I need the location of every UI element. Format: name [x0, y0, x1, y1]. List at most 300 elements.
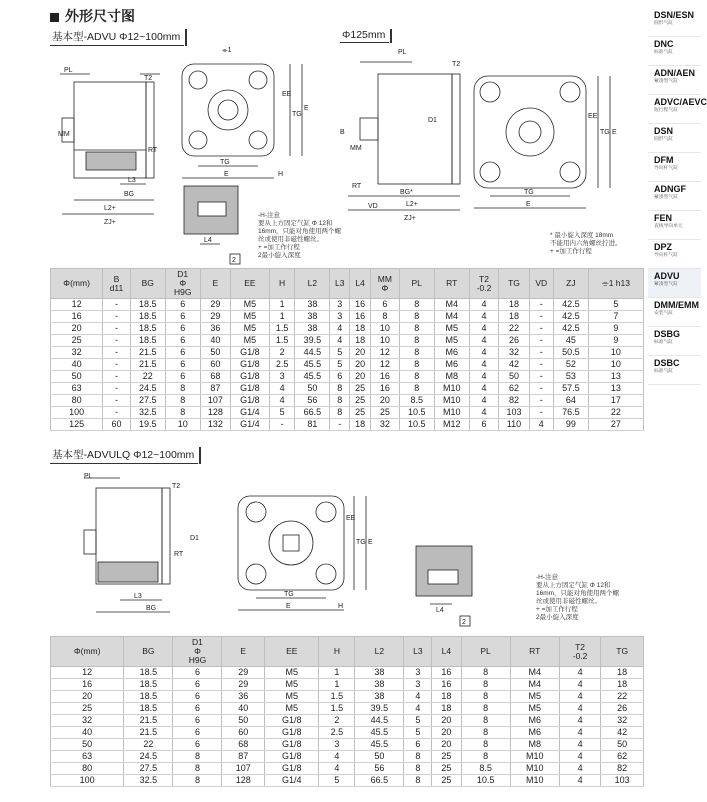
sidebar-item-dsbc[interactable]: [648, 356, 701, 385]
header-line: Φ(mm): [73, 646, 101, 656]
dim-bg-1: BG: [124, 191, 135, 198]
header-line: PL: [480, 646, 491, 656]
table-cell: 40: [222, 703, 265, 715]
table-cell: 32.5: [124, 775, 173, 787]
table-cell: 18: [432, 703, 461, 715]
table-cell: 68: [200, 371, 230, 383]
table-cell: 18.5: [130, 311, 165, 323]
table-cell: 25: [350, 395, 371, 407]
table-cell: 6: [165, 359, 200, 371]
table-cell: 6: [404, 739, 432, 751]
table-cell: 4: [469, 371, 499, 383]
table-cell: 8: [461, 703, 510, 715]
table-cell: 9: [588, 335, 643, 347]
table-cell: M6: [434, 347, 469, 359]
product-sidebar: [648, 8, 707, 385]
table-cell: 4: [559, 703, 601, 715]
table-cell: 25: [350, 383, 371, 395]
table-cell: 100: [51, 775, 124, 787]
table-cell: M10: [510, 763, 559, 775]
table-cell: 128: [200, 407, 230, 419]
table-cell: 6: [173, 727, 222, 739]
dim-l3-3: L3: [134, 593, 142, 600]
section-title-advulq: 基本型-ADVULQ Φ12~100mm: [50, 447, 198, 464]
table-cell: 5: [588, 299, 643, 311]
table-row: [51, 359, 644, 371]
header-line: Φ: [194, 646, 201, 656]
table-cell: 6: [173, 703, 222, 715]
table-cell: 10.5: [461, 775, 510, 787]
dim-e-1: E: [224, 171, 229, 178]
table-header: [124, 637, 173, 667]
table-cell: 20: [371, 395, 400, 407]
dim-pl-2: PL: [398, 49, 407, 56]
table-cell: M5: [265, 703, 319, 715]
table-cell: -: [529, 359, 553, 371]
table-cell: 4: [469, 395, 499, 407]
table-cell: 50: [355, 751, 404, 763]
table-cell: 4: [529, 419, 553, 431]
table-header: [130, 269, 165, 299]
dim-ee-3: EE: [346, 515, 356, 522]
table-cell: 10.5: [399, 419, 434, 431]
dim-l4-1: L4: [204, 237, 212, 244]
table-cell: 4: [469, 311, 499, 323]
table-cell: 132: [200, 419, 230, 431]
table-cell: 50: [601, 739, 644, 751]
table-row: [51, 335, 644, 347]
dim-flat-1: ⌯1: [222, 47, 232, 54]
table-cell: 18: [432, 691, 461, 703]
table-cell: 21.5: [124, 715, 173, 727]
table-cell: 19.5: [130, 419, 165, 431]
table-cell: -: [103, 311, 131, 323]
sidebar-item-desc: 紧凑型气缸: [654, 195, 678, 200]
table-header: [499, 269, 529, 299]
table-cell: -: [529, 395, 553, 407]
table-cell: M10: [434, 383, 469, 395]
table-cell: 6: [173, 667, 222, 679]
table-cell: 29: [200, 311, 230, 323]
table-cell: 38: [295, 323, 330, 335]
table-cell: 107: [200, 395, 230, 407]
advu-front-view: [182, 64, 302, 178]
table-cell: 6: [371, 299, 400, 311]
table-cell: 8: [399, 371, 434, 383]
header-line: Φ(mm): [63, 278, 90, 288]
table-cell: 87: [222, 751, 265, 763]
table-cell: G1/8: [231, 383, 270, 395]
table-cell: M5: [231, 335, 270, 347]
table-cell: 81: [295, 419, 330, 431]
advulq-front-view: [238, 496, 366, 610]
sidebar-item-dsn-esn[interactable]: [648, 8, 701, 37]
sidebar-item-desc: 紧凑型气缸: [654, 282, 678, 287]
table-cell: 4: [469, 359, 499, 371]
dim-rt-1: RT: [148, 147, 158, 154]
table-cell: M5: [434, 323, 469, 335]
table-header: [222, 637, 265, 667]
table-header: [588, 269, 643, 299]
sidebar-item-code: DMM/EMM: [654, 300, 699, 310]
sidebar-item-code: ADVC/AEVC: [654, 97, 707, 107]
table-cell: 20: [432, 727, 461, 739]
dim-e-3: E: [286, 603, 291, 610]
sidebar-item-code: ADVU: [654, 271, 680, 281]
table-header: [510, 637, 559, 667]
table-cell: 6: [173, 715, 222, 727]
dim-tg-2v: TG: [600, 129, 610, 136]
table-cell: 18.5: [130, 299, 165, 311]
table-cell: 1: [319, 679, 355, 691]
dim-b-2: B: [340, 129, 345, 136]
table-cell: M5: [265, 679, 319, 691]
sidebar-item-dmm-emm[interactable]: [648, 298, 701, 327]
table-row: [51, 347, 644, 359]
header-line: L2: [307, 278, 318, 288]
table-cell: 1.5: [269, 335, 295, 347]
header-line: D1: [192, 637, 203, 647]
dim-h-1: H: [278, 171, 284, 178]
table-row: [51, 407, 644, 419]
header-line: L4: [441, 646, 452, 656]
table-cell: 50: [295, 383, 330, 395]
table-cell: 80: [51, 395, 103, 407]
header-line: B: [113, 273, 120, 284]
table-cell: 8.5: [461, 763, 510, 775]
table-cell: 1.5: [319, 691, 355, 703]
dim-tg-3: TG: [284, 591, 294, 598]
table-cell: 125: [51, 419, 103, 431]
spec-table-advu: [50, 268, 644, 431]
table-cell: 76.5: [553, 407, 588, 419]
sidebar-item-advc-aevc[interactable]: [648, 95, 707, 124]
table-cell: 1: [269, 311, 295, 323]
table-cell: 4: [559, 775, 601, 787]
header-line: -0.2: [572, 650, 588, 661]
table-cell: 18.5: [124, 703, 173, 715]
sidebar-item-dsbg[interactable]: [648, 327, 701, 356]
table-cell: 18.5: [124, 691, 173, 703]
table-cell: 8: [165, 407, 200, 419]
table-cell: 103: [499, 407, 529, 419]
table-cell: M5: [231, 323, 270, 335]
table-header: [173, 637, 222, 667]
table-cell: 32: [601, 715, 644, 727]
table-header: [432, 637, 461, 667]
table-cell: 18: [350, 335, 371, 347]
table-header: [601, 637, 644, 667]
table-cell: 8: [173, 763, 222, 775]
table-cell: 32: [51, 347, 103, 359]
table-cell: 40: [51, 727, 124, 739]
table-row: [51, 715, 644, 727]
table-header: [469, 269, 499, 299]
table-cell: 42: [499, 359, 529, 371]
dim-e-2v: E: [612, 129, 617, 136]
table-cell: 32: [51, 715, 124, 727]
table-cell: 6: [173, 679, 222, 691]
table-cell: 4: [269, 395, 295, 407]
table-cell: M10: [434, 407, 469, 419]
dim-pl-3: PL: [84, 473, 93, 480]
sidebar-item-code: DFM: [654, 155, 674, 165]
table-cell: 32: [499, 347, 529, 359]
table-cell: 6: [165, 335, 200, 347]
table-cell: 42.5: [553, 299, 588, 311]
table-cell: 80: [51, 763, 124, 775]
table-row: [51, 727, 644, 739]
table-cell: 8: [461, 715, 510, 727]
table-header: [559, 637, 601, 667]
dim-tg-3v: TG: [356, 539, 366, 546]
table-cell: 4: [319, 763, 355, 775]
sidebar-item-dsn[interactable]: [648, 124, 701, 153]
header-line: RT: [446, 278, 458, 288]
table-cell: -: [103, 407, 131, 419]
table-cell: M5: [231, 299, 270, 311]
table-cell: 1: [319, 667, 355, 679]
sidebar-item-adngf[interactable]: [648, 182, 701, 211]
table-cell: 50: [222, 715, 265, 727]
table-cell: 8: [399, 347, 434, 359]
table-cell: 5: [330, 359, 350, 371]
sidebar-item-desc: 导向杆气缸: [654, 166, 678, 171]
table-cell: 16: [51, 311, 103, 323]
table-cell: 8: [404, 751, 432, 763]
sidebar-item-code: DNC: [654, 39, 674, 49]
table-cell: 18.5: [124, 667, 173, 679]
table-cell: 20: [350, 371, 371, 383]
table-cell: 25: [432, 751, 461, 763]
dim-tg-2: TG: [524, 189, 534, 196]
note-advu: -H-注意 要从上方固定气缸 Φ 12和 16mm，只能对角使用两个螺 丝或使用非磁性螺丝。 + =加工作行程 2最小旋入深度: [258, 212, 342, 259]
table-cell: 60: [200, 359, 230, 371]
table-cell: 8: [399, 335, 434, 347]
dim-d1-3: D1: [190, 535, 199, 542]
table-cell: 38: [295, 311, 330, 323]
table-cell: 39.5: [355, 703, 404, 715]
table-cell: 4: [330, 323, 350, 335]
table-cell: 40: [51, 359, 103, 371]
header-line: H9G: [174, 287, 192, 297]
table-cell: 3: [330, 299, 350, 311]
table-cell: M4: [434, 311, 469, 323]
sidebar-item-code: DSN/ESN: [654, 10, 695, 20]
table-cell: 4: [559, 727, 601, 739]
table-cell: 4: [559, 763, 601, 775]
table-cell: 5: [404, 715, 432, 727]
dim-e-1v: E: [304, 105, 309, 112]
dim-h-3: H: [338, 603, 344, 610]
table-cell: 8: [399, 311, 434, 323]
dim-l4-3: L4: [436, 607, 444, 614]
table-cell: 4: [559, 691, 601, 703]
header-line: H9G: [188, 655, 207, 665]
table-row: [51, 311, 644, 323]
table-cell: 12: [371, 359, 400, 371]
header-line: VD: [535, 278, 548, 288]
table-cell: 18: [499, 299, 529, 311]
table-cell: 4: [469, 299, 499, 311]
sidebar-item-adn-aen[interactable]: [648, 66, 701, 95]
table-cell: 27: [588, 419, 643, 431]
table-cell: 40: [200, 335, 230, 347]
table-cell: 45.5: [295, 371, 330, 383]
table-header: [319, 637, 355, 667]
sidebar-item-dfm[interactable]: [648, 153, 701, 182]
table-cell: 32: [371, 419, 400, 431]
table-cell: 8: [371, 311, 400, 323]
sidebar-item-desc: 安装气缸: [654, 311, 674, 316]
table-cell: 18: [601, 679, 644, 691]
table-cell: 6: [469, 419, 499, 431]
table-cell: 8: [330, 395, 350, 407]
table-cell: 42.5: [553, 323, 588, 335]
table-cell: -: [103, 371, 131, 383]
table-cell: 32.5: [130, 407, 165, 419]
sidebar-item-desc: 圆形气缸: [654, 137, 674, 142]
table-cell: 22: [499, 323, 529, 335]
table-cell: 63: [51, 751, 124, 763]
table-cell: -: [103, 383, 131, 395]
table-cell: 8.5: [399, 395, 434, 407]
table-cell: 1.5: [269, 323, 295, 335]
table-cell: 5: [330, 347, 350, 359]
table-cell: 6: [165, 371, 200, 383]
table-cell: 3: [269, 371, 295, 383]
header-line: ⌯1 h13: [601, 278, 630, 288]
table-cell: 10: [588, 359, 643, 371]
table-cell: 12: [51, 667, 124, 679]
header-line: TG: [616, 646, 629, 656]
header-line: L4: [355, 278, 365, 288]
header-line: L3: [413, 646, 423, 656]
table-cell: 16: [350, 299, 371, 311]
table-row: [51, 323, 644, 335]
table-cell: 8: [461, 739, 510, 751]
table-cell: 57.5: [553, 383, 588, 395]
sidebar-item-code: DSBG: [654, 329, 681, 339]
table-cell: -: [103, 359, 131, 371]
dim-d1-2: D1: [428, 117, 437, 124]
sidebar-item-desc: 短行程气缸: [654, 108, 678, 113]
table-cell: G1/8: [231, 371, 270, 383]
table-header: [269, 269, 295, 299]
table-cell: 8: [399, 383, 434, 395]
dim-rt-3: RT: [174, 551, 184, 558]
table-cell: M8: [434, 371, 469, 383]
box-2-3: 2: [462, 619, 466, 626]
section-title-125: Φ125mm: [340, 29, 389, 43]
table-cell: 38: [355, 667, 404, 679]
table-cell: M4: [434, 299, 469, 311]
dim-mm-1: MM: [58, 131, 70, 138]
table-cell: G1/8: [265, 763, 319, 775]
sidebar-item-fen[interactable]: [648, 211, 701, 240]
table-cell: -: [529, 347, 553, 359]
table-cell: 66.5: [355, 775, 404, 787]
header-line: EE: [244, 278, 256, 288]
table-cell: 44.5: [295, 347, 330, 359]
table-header: [404, 637, 432, 667]
table-cell: 68: [222, 739, 265, 751]
table-cell: 3: [404, 667, 432, 679]
header-line: -0.2: [476, 282, 492, 293]
table-header: [265, 637, 319, 667]
table-cell: 16: [51, 679, 124, 691]
table-cell: 6: [165, 299, 200, 311]
table-header: [434, 269, 469, 299]
dim-l2-1: L2+: [104, 205, 116, 212]
table-cell: -: [529, 323, 553, 335]
table-cell: G1/8: [265, 715, 319, 727]
table-row: [51, 395, 644, 407]
table-cell: G1/8: [231, 395, 270, 407]
table-cell: M5: [510, 703, 559, 715]
header-line: BG: [142, 646, 155, 656]
table-cell: 8: [399, 299, 434, 311]
dim-zj-2: ZJ+: [404, 215, 416, 222]
sidebar-item-dnc[interactable]: [648, 37, 701, 66]
table-cell: 25: [371, 407, 400, 419]
header-line: L2: [374, 646, 385, 656]
table-cell: 18.5: [124, 679, 173, 691]
table-cell: 18: [601, 667, 644, 679]
advulq-side-view: [84, 478, 170, 612]
table-cell: 16: [371, 371, 400, 383]
table-cell: 3: [319, 739, 355, 751]
table-cell: -: [103, 299, 131, 311]
dim-t2-2: T2: [452, 61, 461, 68]
table-header: [51, 269, 103, 299]
table-cell: 6: [330, 371, 350, 383]
table-cell: 26: [499, 335, 529, 347]
table-cell: 8: [399, 359, 434, 371]
table-cell: 20: [350, 347, 371, 359]
table-cell: 52: [553, 359, 588, 371]
table-header: [371, 269, 400, 299]
sidebar-item-advu[interactable]: [648, 269, 701, 298]
table-cell: 16: [432, 667, 461, 679]
sidebar-item-dpz[interactable]: [648, 240, 701, 269]
table-cell: 87: [200, 383, 230, 395]
table-cell: 25: [350, 407, 371, 419]
sidebar-item-code: FEN: [654, 213, 672, 223]
table-cell: 17: [588, 395, 643, 407]
spec-table-advulq: [50, 636, 644, 787]
dim-rt-2: RT: [352, 183, 362, 190]
table-cell: 45.5: [295, 359, 330, 371]
dim-tg-1v: TG: [292, 111, 302, 118]
table-cell: 8: [404, 775, 432, 787]
table-cell: 8: [165, 383, 200, 395]
table-cell: 60: [222, 727, 265, 739]
table-cell: 4: [319, 751, 355, 763]
table-cell: 25: [432, 763, 461, 775]
table-cell: 10: [588, 347, 643, 359]
table-cell: M10: [510, 775, 559, 787]
table-cell: 103: [601, 775, 644, 787]
table-cell: 3: [330, 311, 350, 323]
d125-side-view: [348, 62, 460, 210]
table-row: [51, 383, 644, 395]
dim-e-2: E: [526, 201, 531, 208]
table-header: [295, 269, 330, 299]
table-header: [165, 269, 200, 299]
table-row: [51, 371, 644, 383]
table-cell: 3: [404, 679, 432, 691]
